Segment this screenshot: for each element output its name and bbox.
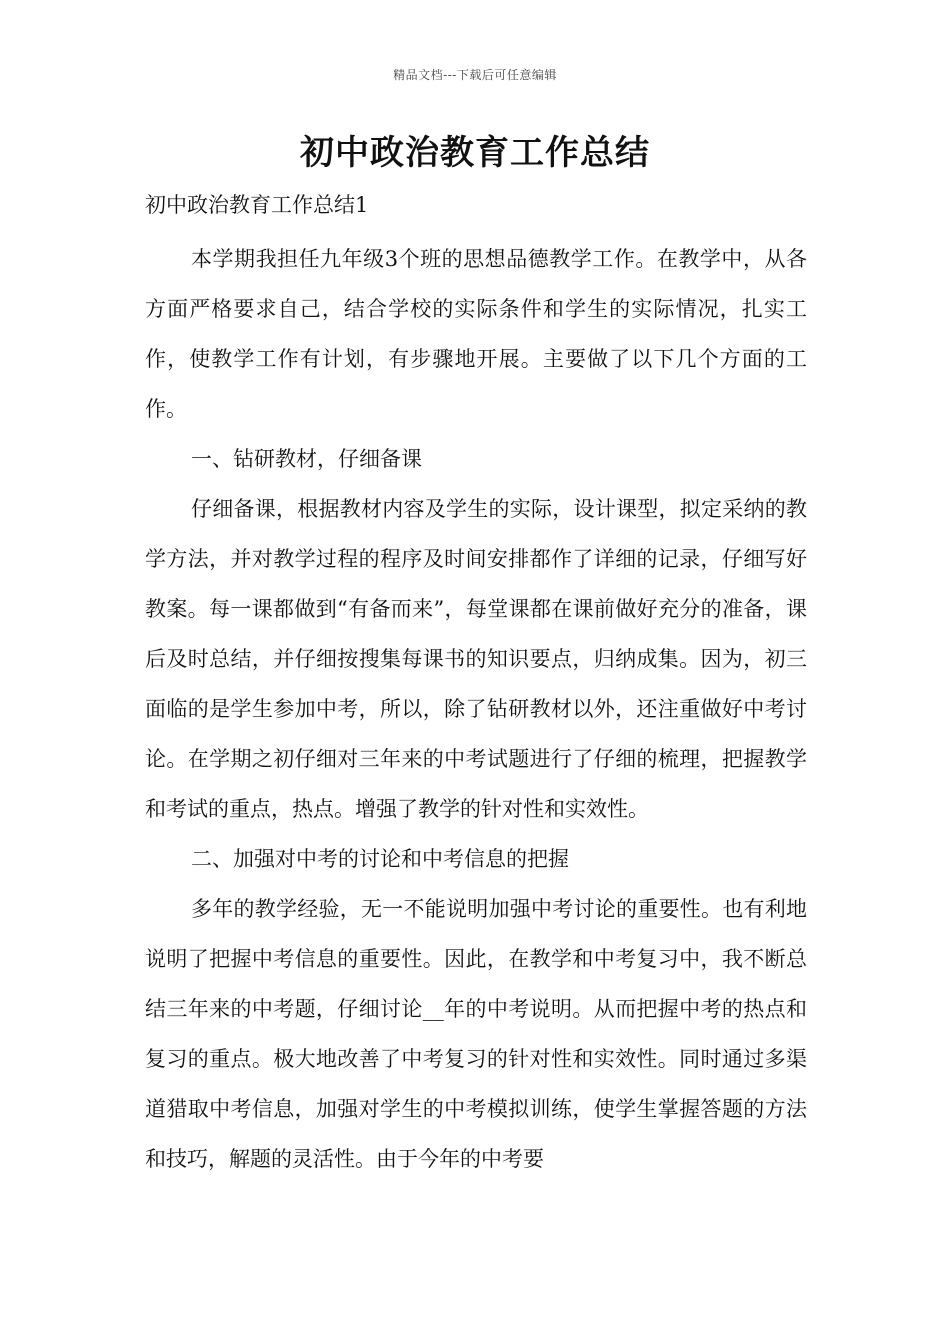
section-subtitle: 初中政治教育工作总结1 xyxy=(145,193,369,217)
section-heading-1: 一、钻研教材，仔细备课 xyxy=(191,447,422,471)
section-heading-2: 二、加强对中考的讨论和中考信息的把握 xyxy=(191,847,569,871)
paragraph-section-2: 多年的教学经验，无一不能说明加强中考讨论的重要性。也有利地说明了把握中考信息的重要性。因此，在教学和中考复习中，我不断总结三年来的中考题，仔细讨论__年的中考说明。从而把握中考的热点和复习的重点。极大地改善了中考复习的针对性和实效性。同时通过多渠道猎取中考信息，加强对学生的中考模拟训练，使学生掌握答题的方法和技巧，解题的灵活性。由于今年的中考要 xyxy=(145,897,807,1171)
document-body xyxy=(145,180,807,1184)
paragraph-section-1: 仔细备课，根据教材内容及学生的实际，设计课型，拟定采纳的教学方法，并对教学过程的程序及时间安排都作了详细的记录，仔细写好教案。每一课都做到“有备而来”，每堂课都在课前做好充分的准备，课后及时总结，并仔细按搜集每课书的知识要点，归纳成集。因为，初三面临的是学生参加中考，所以，除了钻研教材以外，还注重做好中考讨论。在学期之初仔细对三年来的中考试题进行了仔细的梳理，把握教学和考试的重点，热点。增强了教学的针对性和实效性。 xyxy=(145,497,807,821)
header-note: 精品文档---下载后可任意编辑 xyxy=(393,68,557,82)
paragraph-intro: 本学期我担任九年级3个班的思想品德教学工作。在教学中，从各方面严格要求自己，结合学校的实际条件和学生的实际情况，扎实工作，使教学工作有计划，有步骤地开展。主要做了以下几个方面的工作。 xyxy=(145,247,807,421)
document-title: 初中政治教育工作总结 xyxy=(300,133,650,173)
